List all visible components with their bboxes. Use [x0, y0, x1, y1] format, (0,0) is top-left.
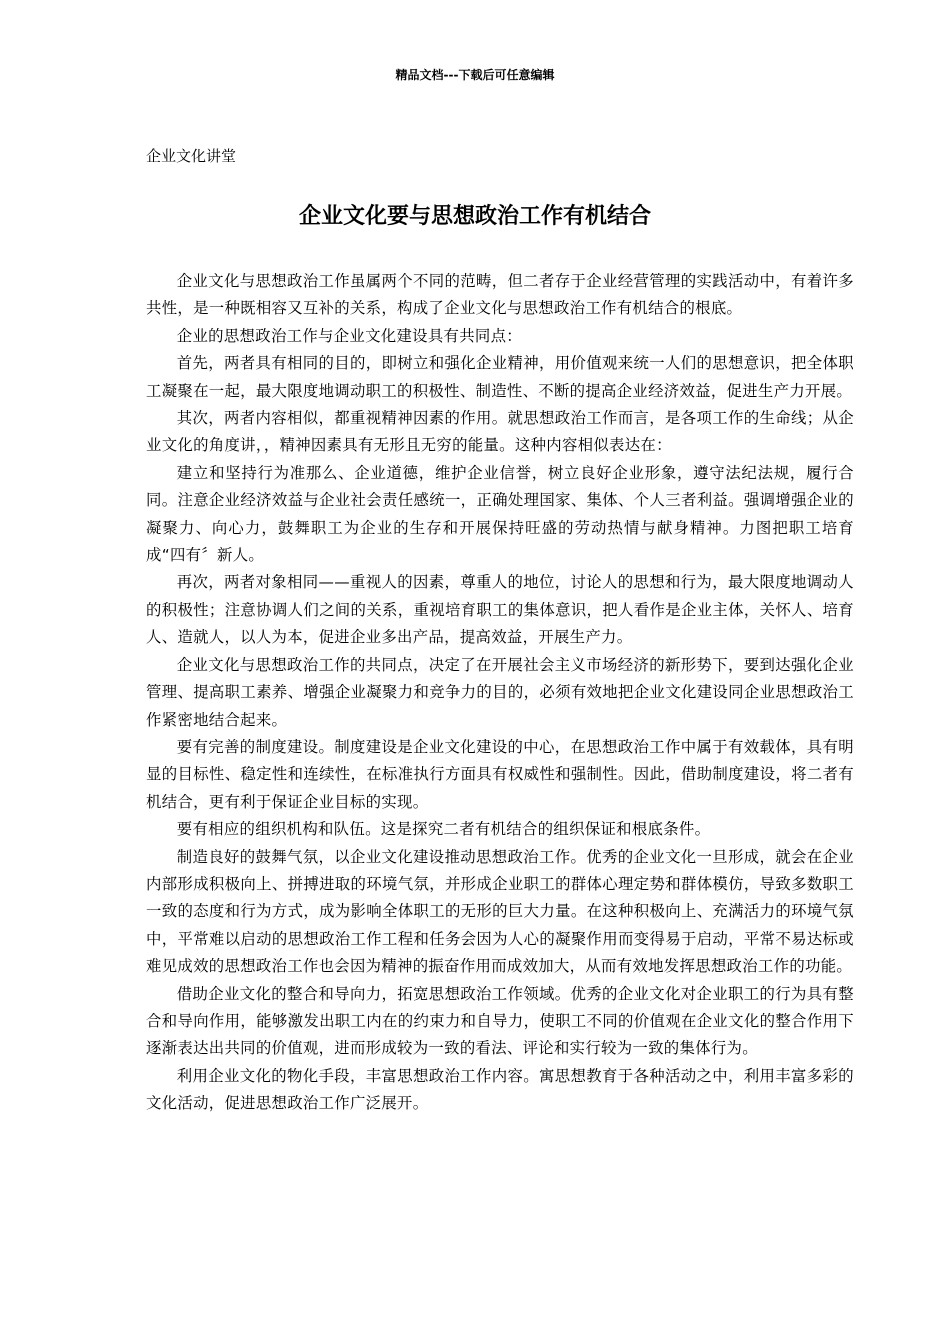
paragraph: 其次，两者内容相似，都重视精神因素的作用。就思想政治工作而言，是各项工作的生命线；从企业文化的角度讲，，精神因素具有无形且无穷的能量。这种内容相似表达在： — [146, 409, 854, 455]
document-body — [146, 268, 854, 1118]
paragraph: 建立和坚持行为准那么、企业道德，维护企业信誉，树立良好企业形象，遵守法纪法规，履行合同。注意企业经济效益与企业社会责任感统一，正确处理国家、集体、个人三者利益。强调增强企业的凝聚力、向心力，鼓舞职工为企业的生存和开展保持旺盛的劳动热情与献身精神。力图把职工培育成“四有〞新人。 — [146, 463, 854, 565]
document-title: 企业文化要与思想政治工作有机结合 — [298, 204, 651, 229]
paragraph: 企业的思想政治工作与企业文化建设具有共同点： — [176, 326, 522, 345]
paragraph: 首先，两者具有相同的目的，即树立和强化企业精神，用价值观来统一人们的思想意识，把全体职工凝聚在一起，最大限度地调动职工的积极性、制造性、不断的提高企业经济效益，促进生产力开展。 — [146, 354, 854, 400]
paragraph: 企业文化与思想政治工作的共同点，决定了在开展社会主义市场经济的新形势下，要到达强化企业管理、提高职工素养、增强企业凝聚力和竞争力的目的，必须有效地把企业文化建设同企业思想政治工作紧密地结合起来。 — [146, 655, 854, 729]
paragraph: 制造良好的鼓舞气氛，以企业文化建设推动思想政治工作。优秀的企业文化一旦形成，就会在企业内部形成积极向上、拼搏进取的环境气氛，并形成企业职工的群体心理定势和群体模仿，导致多数职工一致的态度和行为方式，成为影响全体职工的无形的巨大力量。在这种积极向上、充满活力的环境气氛中，平常难以启动的思想政治工作工程和任务会因为人心的凝聚作用而变得易于启动，平常不易达标或难见成效的思想政治工作也会因为精神的振奋作用而成效加大，从而有效地发挥思想政治工作的功能。 — [146, 847, 854, 976]
paragraph: 要有相应的组织机构和队伍。这是探究二者有机结合的组织保证和根底条件。 — [176, 820, 711, 839]
page-header-note: 精品文档---下载后可任意编辑 — [395, 68, 555, 82]
section-label: 企业文化讲堂 — [146, 147, 237, 165]
paragraph: 借助企业文化的整合和导向力，拓宽思想政治工作领域。优秀的企业文化对企业职工的行为具有整合和导向作用，能够激发出职工内在的约束力和自导力，使职工不同的价值观在企业文化的整合作用下逐渐表达出共同的价值观，进而形成较为一致的看法、评论和实行较为一致的集体行为。 — [146, 984, 854, 1058]
paragraph: 企业文化与思想政治工作虽属两个不同的范畴，但二者存于企业经营管理的实践活动中，有着许多共性，是一种既相容又互补的关系，构成了企业文化与思想政治工作有机结合的根底。 — [146, 272, 854, 318]
paragraph: 利用企业文化的物化手段，丰富思想政治工作内容。寓思想教育于各种活动之中，利用丰富多彩的文化活动，促进思想政治工作广泛展开。 — [146, 1066, 854, 1113]
paragraph: 再次，两者对象相同——重视人的因素，尊重人的地位，讨论人的思想和行为，最大限度地调动人的积极性；注意协调人们之间的关系，重视培育职工的集体意识，把人看作是企业主体，关怀人、培育人、造就人，以人为本，促进企业多出产品，提高效益，开展生产力。 — [146, 573, 854, 647]
paragraph: 要有完善的制度建设。制度建设是企业文化建设的中心，在思想政治工作中属于有效载体，具有明显的目标性、稳定性和连续性，在标准执行方面具有权威性和强制性。因此，借助制度建设，将二者有机结合，更有利于保证企业目标的实现。 — [146, 737, 854, 811]
